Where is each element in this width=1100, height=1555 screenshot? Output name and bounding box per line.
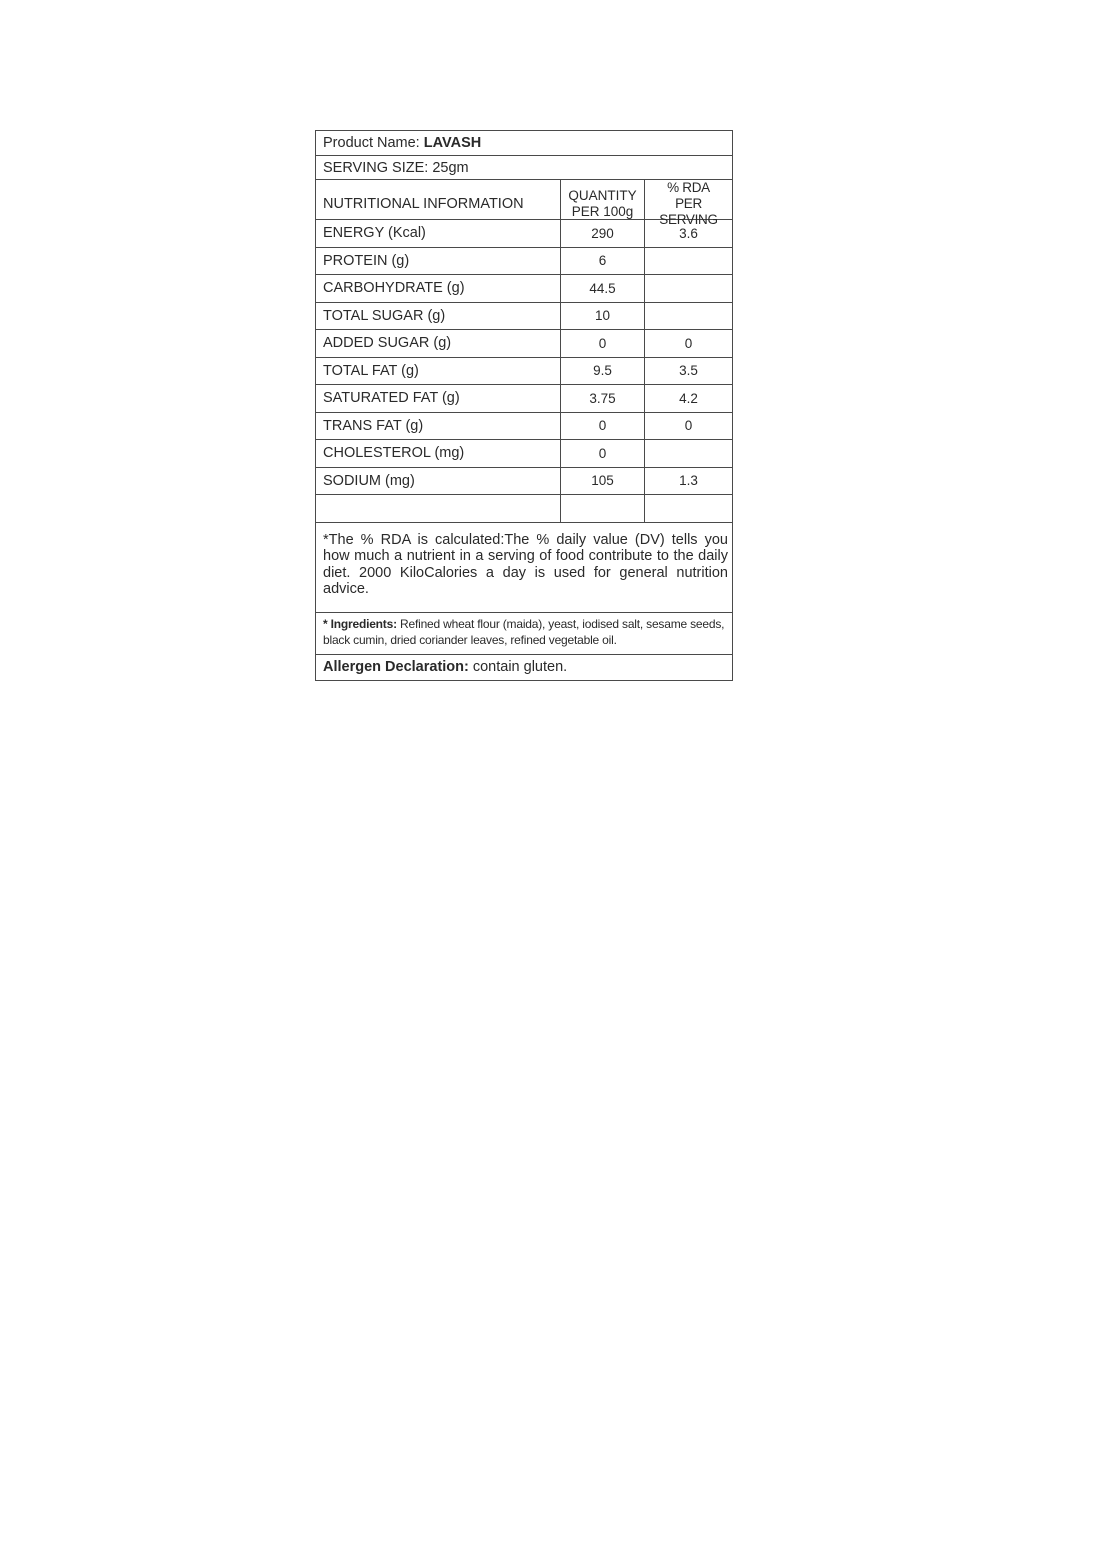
table-row xyxy=(316,440,732,468)
nutrient-name: TRANS FAT (g) xyxy=(316,413,561,440)
nutrition-label xyxy=(315,130,733,681)
ingredients-section xyxy=(316,613,732,655)
nutrient-rda xyxy=(645,275,732,302)
serving-size-text: SERVING SIZE: 25gm xyxy=(323,159,469,176)
header-rda-line1: % RDA xyxy=(667,180,710,195)
nutrient-rda xyxy=(645,440,732,467)
nutrient-rda: 3.5 xyxy=(679,363,698,379)
nutrient-rda: 0 xyxy=(684,335,693,351)
header-quantity-line2: PER 100g xyxy=(571,204,634,219)
nutrient-quantity: 3.75 xyxy=(561,385,645,412)
nutrient-rda xyxy=(645,248,732,275)
nutrient-rda: 3.6 xyxy=(679,225,698,241)
nutrient-quantity: 0 xyxy=(561,330,645,357)
nutrient-quantity: 0 xyxy=(561,440,645,467)
ingredients-text: Refined wheat flour (maida), yeast, iodised salt, sesame seeds, black cumin, dried coriander leaves, refined vegetable oil. xyxy=(323,616,725,647)
nutrient-rda: 4.2 xyxy=(679,390,698,406)
nutrient-name: TOTAL FAT (g) xyxy=(316,358,561,385)
nutrient-quantity: 290 xyxy=(561,220,645,247)
table-row xyxy=(316,413,732,441)
nutrient-quantity: 6 xyxy=(561,248,645,275)
nutrient-quantity: 105 xyxy=(561,468,645,495)
nutrient-rda: 1.3 xyxy=(679,473,698,489)
nutrient-rda xyxy=(645,495,732,522)
nutrient-name: ADDED SUGAR (g) xyxy=(316,330,561,357)
product-name-value: LAVASH xyxy=(423,135,482,151)
nutrient-quantity: 10 xyxy=(561,303,645,330)
table-row xyxy=(316,330,732,358)
nutrient-name: ENERGY (Kcal) xyxy=(316,220,561,247)
header-nutritional-information: NUTRITIONAL INFORMATION xyxy=(316,180,561,228)
nutrient-name: TOTAL SUGAR (g) xyxy=(316,303,561,330)
table-header-row xyxy=(316,180,732,227)
table-row xyxy=(316,468,732,496)
nutrient-name: SODIUM (mg) xyxy=(316,468,561,495)
nutrient-name: CHOLESTEROL (mg) xyxy=(316,440,561,467)
nutrient-rows xyxy=(316,220,732,523)
table-row xyxy=(316,358,732,386)
product-name-label: Product Name: xyxy=(323,135,420,151)
serving-size-row xyxy=(316,156,732,180)
nutrient-rda: 0 xyxy=(684,418,693,434)
allergen-declaration xyxy=(316,655,732,680)
nutrient-quantity xyxy=(561,495,645,522)
table-row xyxy=(316,275,732,303)
allergen-label: Allergen Declaration: xyxy=(323,659,469,675)
nutrient-name: SATURATED FAT (g) xyxy=(316,385,561,412)
table-row xyxy=(316,385,732,413)
header-quantity-line1: QUANTITY xyxy=(568,188,637,203)
header-rda-line2: PER SERVING xyxy=(659,196,718,227)
product-name-row xyxy=(316,131,732,156)
table-row xyxy=(316,248,732,276)
table-row xyxy=(316,495,732,523)
nutrient-rda xyxy=(645,303,732,330)
nutrient-name: PROTEIN (g) xyxy=(316,248,561,275)
table-row xyxy=(316,303,732,331)
ingredients-label: * Ingredients: xyxy=(323,616,397,631)
nutrient-quantity: 9.5 xyxy=(561,358,645,385)
nutrient-name xyxy=(316,495,561,522)
nutrient-quantity: 0 xyxy=(561,413,645,440)
nutrient-quantity: 44.5 xyxy=(561,275,645,302)
table-row xyxy=(316,220,732,248)
nutrient-name: CARBOHYDRATE (g) xyxy=(316,275,561,302)
rda-note: *The % RDA is calculated:The % daily value (DV) tells you how much a nutrient in a serving of food contribute to the daily diet. 2000 KiloCalories a day is used for general nutrition advice. xyxy=(316,523,732,613)
allergen-text: contain gluten. xyxy=(472,659,568,675)
